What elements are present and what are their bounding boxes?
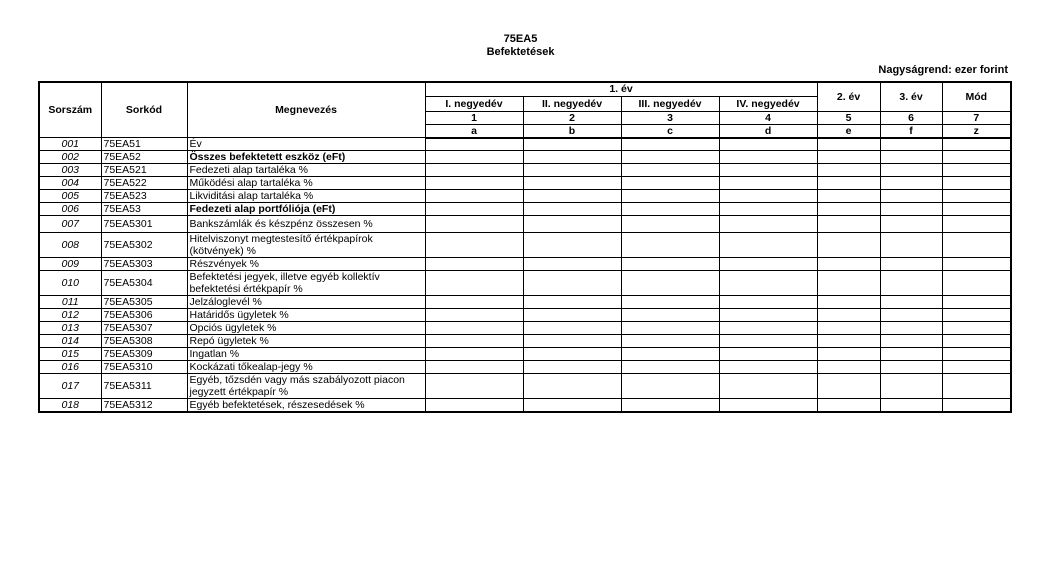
cell-q3[interactable] xyxy=(621,374,719,399)
cell-q3[interactable] xyxy=(621,258,719,271)
cell-year2[interactable] xyxy=(817,151,880,164)
cell-q4[interactable] xyxy=(719,216,817,233)
row-megnevezes: Év xyxy=(187,138,425,151)
col-number: 2 xyxy=(523,111,621,124)
cell-q2[interactable] xyxy=(523,399,621,413)
table-row xyxy=(39,151,1011,164)
cell-q2[interactable] xyxy=(523,271,621,296)
cell-q2[interactable] xyxy=(523,177,621,190)
row-sorszam: 018 xyxy=(39,399,101,413)
cell-year2[interactable] xyxy=(817,296,880,309)
cell-year3[interactable] xyxy=(880,190,942,203)
row-sorkod: 75EA5305 xyxy=(101,296,187,309)
row-sorszam: 013 xyxy=(39,322,101,335)
row-sorszam: 009 xyxy=(39,258,101,271)
row-sorkod: 75EA5303 xyxy=(101,258,187,271)
row-sorszam: 003 xyxy=(39,164,101,177)
cell-q4[interactable] xyxy=(719,271,817,296)
cell-year2[interactable] xyxy=(817,203,880,216)
cell-q2[interactable] xyxy=(523,296,621,309)
row-sorkod: 75EA5308 xyxy=(101,335,187,348)
table-row xyxy=(39,309,1011,322)
row-sorkod: 75EA5307 xyxy=(101,322,187,335)
cell-q1[interactable] xyxy=(425,374,523,399)
table-row xyxy=(39,164,1011,177)
cell-q2[interactable] xyxy=(523,203,621,216)
row-megnevezes: Jelzáloglevél % xyxy=(187,296,425,309)
cell-q1[interactable] xyxy=(425,399,523,413)
header-sorszam: Sorszám xyxy=(39,82,101,138)
table-body xyxy=(39,138,1011,413)
cell-year2[interactable] xyxy=(817,322,880,335)
cell-year3[interactable] xyxy=(880,216,942,233)
cell-q3[interactable] xyxy=(621,309,719,322)
cell-q4[interactable] xyxy=(719,258,817,271)
cell-year3[interactable] xyxy=(880,164,942,177)
cell-q2[interactable] xyxy=(523,138,621,151)
cell-q3[interactable] xyxy=(621,361,719,374)
form-title: Befektetések xyxy=(486,46,555,58)
row-sorszam: 016 xyxy=(39,361,101,374)
row-sorszam: 005 xyxy=(39,190,101,203)
cell-q4[interactable] xyxy=(719,203,817,216)
row-sorszam: 011 xyxy=(39,296,101,309)
cell-q1[interactable] xyxy=(425,296,523,309)
cell-q4[interactable] xyxy=(719,399,817,413)
cell-year2[interactable] xyxy=(817,190,880,203)
row-sorszam: 006 xyxy=(39,203,101,216)
row-megnevezes: Egyéb befektetések, részesedések % xyxy=(187,399,425,413)
cell-q1[interactable] xyxy=(425,361,523,374)
cell-q4[interactable] xyxy=(719,164,817,177)
cell-q2[interactable] xyxy=(523,164,621,177)
col-number: 3 xyxy=(621,111,719,124)
table-row xyxy=(39,190,1011,203)
cell-q3[interactable] xyxy=(621,271,719,296)
cell-q1[interactable] xyxy=(425,322,523,335)
cell-q2[interactable] xyxy=(523,361,621,374)
cell-year3[interactable] xyxy=(880,271,942,296)
cell-mod[interactable] xyxy=(942,258,1011,271)
cell-q3[interactable] xyxy=(621,335,719,348)
investments-table xyxy=(38,81,1012,413)
table-row xyxy=(39,399,1011,413)
cell-year3[interactable] xyxy=(880,151,942,164)
cell-q4[interactable] xyxy=(719,348,817,361)
table-row xyxy=(39,216,1011,233)
cell-year2[interactable] xyxy=(817,399,880,413)
col-letter: f xyxy=(880,124,942,138)
cell-mod[interactable] xyxy=(942,335,1011,348)
cell-q4[interactable] xyxy=(719,138,817,151)
cell-year3[interactable] xyxy=(880,258,942,271)
cell-q1[interactable] xyxy=(425,258,523,271)
col-letter: d xyxy=(719,124,817,138)
col-letter: c xyxy=(621,124,719,138)
cell-q4[interactable] xyxy=(719,151,817,164)
cell-mod[interactable] xyxy=(942,138,1011,151)
col-number: 1 xyxy=(425,111,523,124)
cell-year3[interactable] xyxy=(880,348,942,361)
row-megnevezes: Egyéb, tőzsdén vagy más szabályozott piacon jegyzett értékpapír % xyxy=(187,374,425,399)
table-row xyxy=(39,296,1011,309)
table-row xyxy=(39,361,1011,374)
cell-q2[interactable] xyxy=(523,151,621,164)
cell-q2[interactable] xyxy=(523,216,621,233)
row-sorszam: 004 xyxy=(39,177,101,190)
row-sorkod: 75EA522 xyxy=(101,177,187,190)
header-megnevezes: Megnevezés xyxy=(187,82,425,138)
table-row xyxy=(39,322,1011,335)
cell-year2[interactable] xyxy=(817,177,880,190)
cell-mod[interactable] xyxy=(942,399,1011,413)
cell-q4[interactable] xyxy=(719,322,817,335)
row-sorszam: 007 xyxy=(39,216,101,233)
cell-mod[interactable] xyxy=(942,203,1011,216)
cell-q3[interactable] xyxy=(621,399,719,413)
row-megnevezes: Fedezeti alap portfóliója (eFt) xyxy=(187,203,425,216)
cell-q4[interactable] xyxy=(719,335,817,348)
cell-year2[interactable] xyxy=(817,164,880,177)
row-sorszam: 001 xyxy=(39,138,101,151)
cell-q4[interactable] xyxy=(719,296,817,309)
cell-q2[interactable] xyxy=(523,374,621,399)
cell-year2[interactable] xyxy=(817,271,880,296)
cell-q4[interactable] xyxy=(719,309,817,322)
cell-q3[interactable] xyxy=(621,322,719,335)
cell-q4[interactable] xyxy=(719,177,817,190)
cell-mod[interactable] xyxy=(942,216,1011,233)
col-number: 7 xyxy=(942,111,1011,124)
col-letter: b xyxy=(523,124,621,138)
cell-q1[interactable] xyxy=(425,216,523,233)
row-sorkod: 75EA5309 xyxy=(101,348,187,361)
table-row xyxy=(39,203,1011,216)
row-sorszam: 002 xyxy=(39,151,101,164)
row-sorkod: 75EA5310 xyxy=(101,361,187,374)
cell-mod[interactable] xyxy=(942,361,1011,374)
row-sorkod: 75EA51 xyxy=(101,138,187,151)
row-megnevezes: Részvények % xyxy=(187,258,425,271)
table-row xyxy=(39,233,1011,258)
row-megnevezes: Hitelviszonyt megtestesítő értékpapírok (kötvények) % xyxy=(187,233,425,258)
row-megnevezes: Összes befektetett eszköz (eFt) xyxy=(187,151,425,164)
unit-label: Nagyságrend: ezer forint xyxy=(878,64,1008,76)
cell-mod[interactable] xyxy=(942,164,1011,177)
row-megnevezes: Repó ügyletek % xyxy=(187,335,425,348)
cell-year2[interactable] xyxy=(817,374,880,399)
row-megnevezes: Opciós ügyletek % xyxy=(187,322,425,335)
cell-q1[interactable] xyxy=(425,348,523,361)
col-number: 5 xyxy=(817,111,880,124)
row-sorszam: 010 xyxy=(39,271,101,296)
row-megnevezes: Likviditási alap tartaléka % xyxy=(187,190,425,203)
cell-q4[interactable] xyxy=(719,233,817,258)
row-sorkod: 75EA5302 xyxy=(101,233,187,258)
table-row xyxy=(39,258,1011,271)
cell-year3[interactable] xyxy=(880,177,942,190)
row-sorkod: 75EA521 xyxy=(101,164,187,177)
cell-q2[interactable] xyxy=(523,233,621,258)
cell-q2[interactable] xyxy=(523,190,621,203)
cell-q1[interactable] xyxy=(425,151,523,164)
cell-year3[interactable] xyxy=(880,361,942,374)
row-megnevezes: Határidős ügyletek % xyxy=(187,309,425,322)
row-megnevezes: Fedezeti alap tartaléka % xyxy=(187,164,425,177)
cell-year2[interactable] xyxy=(817,361,880,374)
header-year3: 3. év xyxy=(880,82,942,111)
col-letter: e xyxy=(817,124,880,138)
cell-year2[interactable] xyxy=(817,348,880,361)
cell-mod[interactable] xyxy=(942,151,1011,164)
row-sorszam: 015 xyxy=(39,348,101,361)
row-megnevezes: Ingatlan % xyxy=(187,348,425,361)
header-q4: IV. negyedév xyxy=(719,96,817,111)
table-row xyxy=(39,335,1011,348)
table-row xyxy=(39,271,1011,296)
cell-mod[interactable] xyxy=(942,271,1011,296)
row-sorkod: 75EA5312 xyxy=(101,399,187,413)
cell-q1[interactable] xyxy=(425,335,523,348)
cell-q1[interactable] xyxy=(425,164,523,177)
cell-year3[interactable] xyxy=(880,399,942,413)
row-sorszam: 017 xyxy=(39,374,101,399)
col-number: 6 xyxy=(880,111,942,124)
cell-q1[interactable] xyxy=(425,233,523,258)
form-code: 75EA5 xyxy=(503,33,538,45)
cell-q2[interactable] xyxy=(523,348,621,361)
cell-q3[interactable] xyxy=(621,190,719,203)
cell-year2[interactable] xyxy=(817,216,880,233)
cell-year3[interactable] xyxy=(880,296,942,309)
title-block xyxy=(0,33,1041,59)
cell-mod[interactable] xyxy=(942,233,1011,258)
cell-year2[interactable] xyxy=(817,233,880,258)
cell-q1[interactable] xyxy=(425,177,523,190)
row-megnevezes: Működési alap tartaléka % xyxy=(187,177,425,190)
cell-q2[interactable] xyxy=(523,258,621,271)
cell-mod[interactable] xyxy=(942,309,1011,322)
cell-year3[interactable] xyxy=(880,335,942,348)
cell-year2[interactable] xyxy=(817,138,880,151)
table-row xyxy=(39,177,1011,190)
header-q3: III. negyedév xyxy=(621,96,719,111)
row-sorkod: 75EA5311 xyxy=(101,374,187,399)
cell-year2[interactable] xyxy=(817,258,880,271)
row-megnevezes: Befektetési jegyek, illetve egyéb kollektív befektetési értékpapír % xyxy=(187,271,425,296)
cell-q1[interactable] xyxy=(425,309,523,322)
row-megnevezes: Bankszámlák és készpénz összesen % xyxy=(187,216,425,233)
cell-q3[interactable] xyxy=(621,233,719,258)
cell-q4[interactable] xyxy=(719,190,817,203)
cell-year3[interactable] xyxy=(880,309,942,322)
row-sorkod: 75EA5306 xyxy=(101,309,187,322)
cell-q4[interactable] xyxy=(719,374,817,399)
cell-q1[interactable] xyxy=(425,138,523,151)
cell-year2[interactable] xyxy=(817,335,880,348)
col-number: 4 xyxy=(719,111,817,124)
row-sorkod: 75EA5301 xyxy=(101,216,187,233)
cell-q3[interactable] xyxy=(621,177,719,190)
row-sorkod: 75EA523 xyxy=(101,190,187,203)
row-sorszam: 012 xyxy=(39,309,101,322)
col-letter: z xyxy=(942,124,1011,138)
cell-year3[interactable] xyxy=(880,138,942,151)
table-row xyxy=(39,374,1011,399)
cell-q3[interactable] xyxy=(621,164,719,177)
cell-mod[interactable] xyxy=(942,296,1011,309)
header-q1: I. negyedév xyxy=(425,96,523,111)
header-mod: Mód xyxy=(942,82,1011,111)
cell-year3[interactable] xyxy=(880,203,942,216)
cell-year3[interactable] xyxy=(880,322,942,335)
row-megnevezes: Kockázati tőkealap-jegy % xyxy=(187,361,425,374)
cell-mod[interactable] xyxy=(942,177,1011,190)
cell-year3[interactable] xyxy=(880,233,942,258)
cell-mod[interactable] xyxy=(942,374,1011,399)
row-sorkod: 75EA52 xyxy=(101,151,187,164)
cell-q4[interactable] xyxy=(719,361,817,374)
row-sorkod: 75EA53 xyxy=(101,203,187,216)
cell-q2[interactable] xyxy=(523,322,621,335)
cell-mod[interactable] xyxy=(942,190,1011,203)
cell-q1[interactable] xyxy=(425,190,523,203)
cell-q2[interactable] xyxy=(523,335,621,348)
cell-mod[interactable] xyxy=(942,348,1011,361)
cell-mod[interactable] xyxy=(942,322,1011,335)
cell-q3[interactable] xyxy=(621,138,719,151)
cell-q3[interactable] xyxy=(621,216,719,233)
header-year2: 2. év xyxy=(817,82,880,111)
table-row xyxy=(39,348,1011,361)
cell-q1[interactable] xyxy=(425,203,523,216)
cell-year2[interactable] xyxy=(817,309,880,322)
cell-q3[interactable] xyxy=(621,203,719,216)
row-sorkod: 75EA5304 xyxy=(101,271,187,296)
row-sorszam: 008 xyxy=(39,233,101,258)
header-sorkod: Sorkód xyxy=(101,82,187,138)
header-q2: II. negyedév xyxy=(523,96,621,111)
cell-q3[interactable] xyxy=(621,151,719,164)
row-sorszam: 014 xyxy=(39,335,101,348)
header-year1: 1. év xyxy=(425,82,817,96)
table-row xyxy=(39,138,1011,151)
col-letter: a xyxy=(425,124,523,138)
cell-q2[interactable] xyxy=(523,309,621,322)
cell-year3[interactable] xyxy=(880,374,942,399)
cell-q3[interactable] xyxy=(621,296,719,309)
cell-q3[interactable] xyxy=(621,348,719,361)
cell-q1[interactable] xyxy=(425,271,523,296)
